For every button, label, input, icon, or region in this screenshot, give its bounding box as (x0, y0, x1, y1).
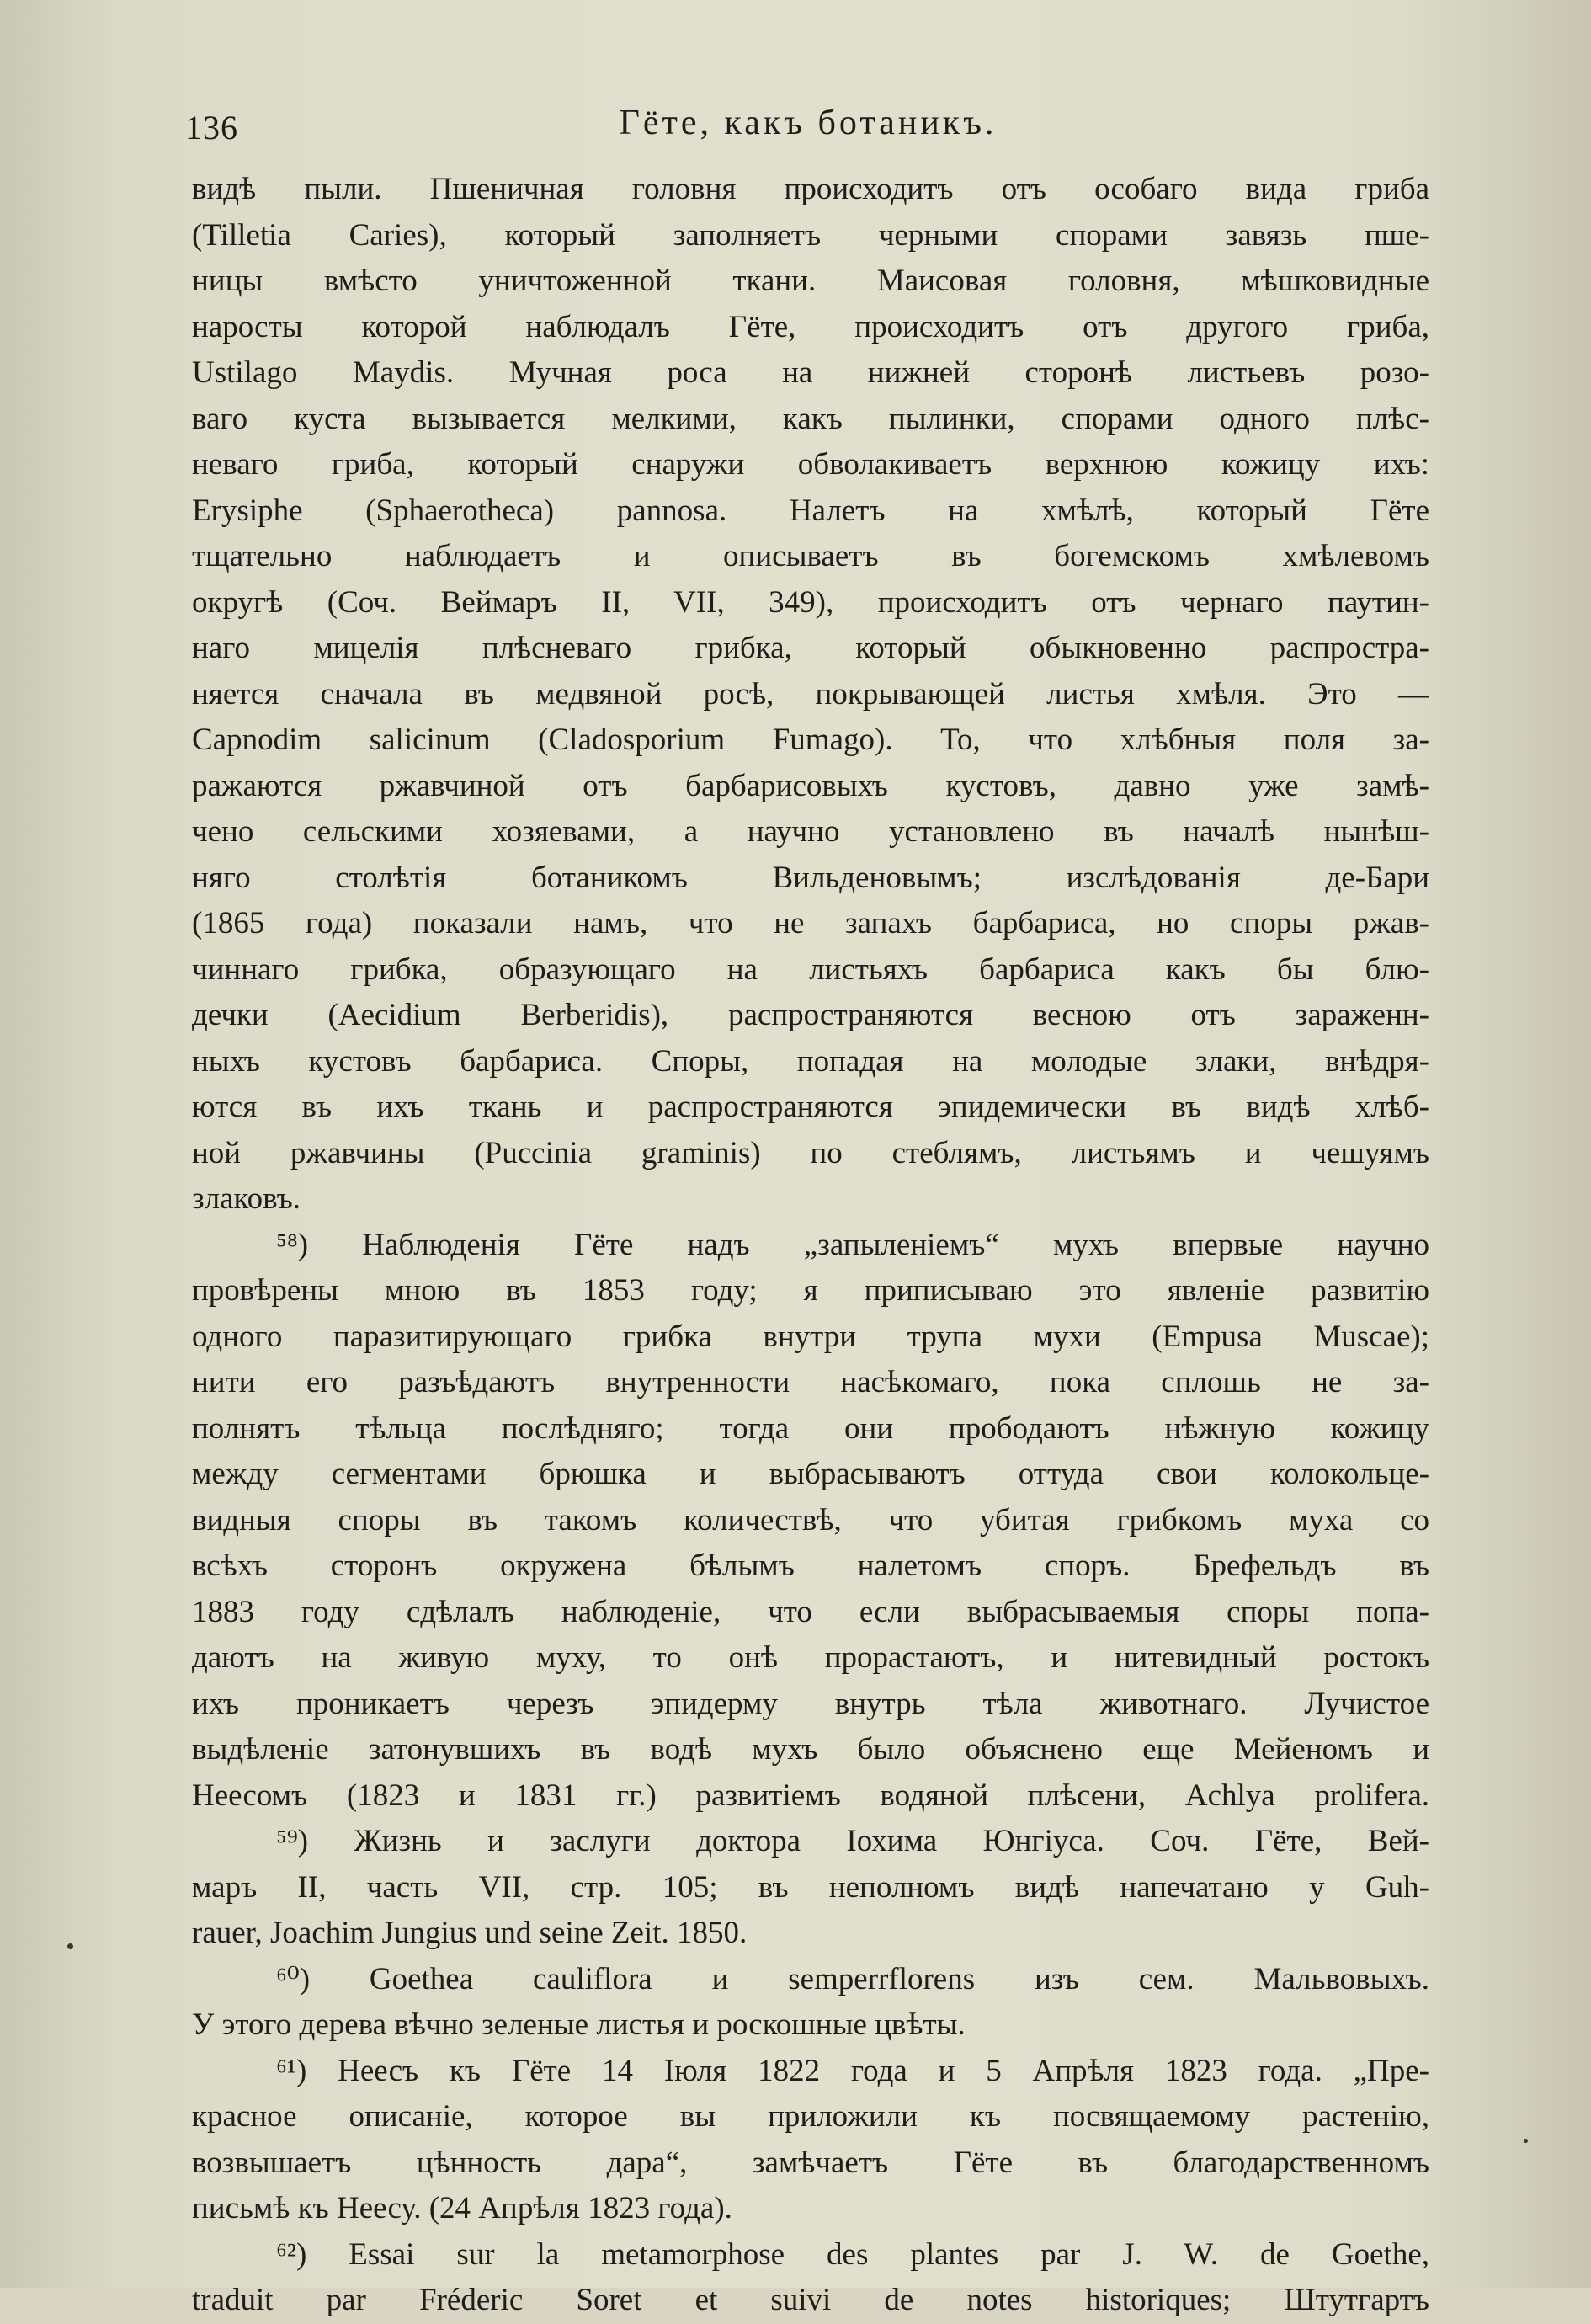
text-line: ницы вмѣсто уничтоженной ткани. Маисовая головня, мѣшковидные (192, 264, 1429, 298)
text-line: нити его разъѣдаютъ внутренности насѣкомаго, пока сплошь не за- (192, 1365, 1429, 1399)
text-line: ражаются ржавчиной отъ барбарисовыхъ кустовъ, давно уже замѣ- (192, 768, 1429, 803)
text-line: возвышаетъ цѣнность дара“, замѣчаетъ Гёте въ благодарственномъ (192, 2145, 1429, 2180)
text-line: злаковъ. (192, 1181, 301, 1216)
text-line: ихъ проникаетъ черезъ эпидерму внутрь тѣла животнаго. Лучистое (192, 1686, 1429, 1721)
text-line: Ustilago Maydis. Мучная роса на нижней сторонѣ листьевъ розо- (192, 355, 1429, 390)
text-line: письмѣ къ Неесу. (24 Апрѣля 1823 года). (192, 2191, 732, 2225)
text-line: маръ II, часть VII, стр. 105; въ неполномъ видѣ напечатано у Guh- (192, 1869, 1429, 1905)
text-line: (Tilletia Caries), который заполняетъ черными спорами завязь пше- (192, 217, 1429, 253)
text-line: ются въ ихъ ткань и распространяются эпидемически въ видѣ хлѣб- (192, 1090, 1429, 1124)
text-line: наросты которой наблюдалъ Гёте, происходитъ отъ другого гриба, (192, 309, 1429, 344)
text-line: traduit par Fréderic Soret et suivi de notes historiques; Штутгартъ (192, 2283, 1429, 2317)
footnote-62-line: ⁶²) Essai sur la metamorphose des plantes par J. W. de Goethe, (276, 2236, 1429, 2272)
ink-speck (1524, 2139, 1528, 2143)
text-line: Erysiphe (Sphaerotheca) pannosa. Налетъ на хмѣлѣ, который Гёте (192, 493, 1429, 528)
page-number: 136 (185, 109, 238, 147)
footnote-58-line: ⁵⁸) Наблюденія Гёте надъ „запыленіемъ“ мухъ впервые научно (276, 1227, 1429, 1262)
page-header (185, 99, 1431, 158)
text-line: Capnodim salicinum (Cladosporium Fumago). То, что хлѣбныя поля за- (192, 722, 1429, 757)
text-line: ной ржавчины (Puccinia graminis) по стеблямъ, листьямъ и чешуямъ (192, 1135, 1429, 1170)
footnote-60-line: ⁶⁰) Goethea cauliflora и semperrflorens изъ сем. Мальвовыхъ. (276, 1961, 1429, 1996)
text-line: тщательно наблюдаетъ и описываетъ въ богемскомъ хмѣлевомъ (192, 539, 1429, 573)
running-title: Гёте, какъ ботаникъ. (619, 104, 998, 142)
text-line: ваго куста вызывается мелкими, какъ пылинки, спорами одного плѣс- (192, 401, 1429, 436)
text-line: Неесомъ (1823 и 1831 гг.) развитіемъ водяной плѣсени, Achlya prolifera. (192, 1778, 1429, 1813)
text-line: (1865 года) показали намъ, что не запахъ барбариса, но споры ржав- (192, 906, 1429, 941)
text-line: видныя споры въ такомъ количествѣ, что убитая грибкомъ муха со (192, 1502, 1429, 1538)
text-line: даютъ на живую муху, то онѣ прорастаютъ, и нитевидный ростокъ (192, 1640, 1429, 1675)
text-line: всѣхъ сторонъ окружена бѣлымъ налетомъ споръ. Брефельдъ въ (192, 1548, 1429, 1583)
text-line: полнятъ тѣльца послѣдняго; тогда они прободаютъ нѣжную кожицу (192, 1410, 1429, 1446)
text-line: няется сначала въ медвяной росѣ, покрывающей листья хмѣля. Это — (192, 676, 1429, 712)
text-line: одного паразитирующаго грибка внутри трупа мухи (Empusa Muscae); (192, 1319, 1429, 1354)
body-text (192, 167, 1429, 2324)
footnote-61-line: ⁶¹) Неесъ къ Гёте 14 Іюля 1822 года и 5 Апрѣля 1823 года. „Пре- (276, 2053, 1429, 2088)
ink-speck (67, 1943, 73, 1949)
text-line: няго столѣтія ботаникомъ Вильденовымъ; изслѣдованія де-Бари (192, 860, 1429, 895)
text-line: ныхъ кустовъ барбариса. Споры, попадая на молодые злаки, внѣдря- (192, 1043, 1429, 1079)
text-line: неваго гриба, который снаружи обволакиваетъ верхнюю кожицу ихъ: (192, 447, 1429, 482)
text-line: чено сельскими хозяевами, а научно установлено въ началѣ нынѣш- (192, 814, 1429, 849)
text-line: выдѣленіе затонувшихъ въ водѣ мухъ было объяснено еще Мейеномъ и (192, 1732, 1429, 1767)
text-line: провѣрены мною въ 1853 году; я приписываю это явленіе развитію (192, 1273, 1429, 1308)
text-line: 1883 году сдѣлалъ наблюденіе, что если выбрасываемыя споры попа- (192, 1594, 1429, 1629)
text-line: красное описаніе, которое вы приложили къ посвящаемому растенію, (192, 2099, 1429, 2134)
footnote-59-line: ⁵⁹) Жизнь и заслуги доктора Іохима Юнгіуса. Соч. Гёте, Вей- (276, 1824, 1429, 1858)
text-line: rauer, Joachim Jungius und seine Zeit. 1850. (192, 1916, 748, 1950)
text-line: У этого дерева вѣчно зеленые листья и роскошные цвѣты. (192, 2007, 966, 2042)
text-line: наго мицелія плѣсневаго грибка, который обыкновенно распростра- (192, 631, 1429, 665)
text-line: чиннаго грибка, образующаго на листьяхъ барбариса какъ бы блю- (192, 951, 1429, 987)
text-line: округѣ (Соч. Веймаръ II, VII, 349), происходитъ отъ чернаго паутин- (192, 584, 1429, 620)
text-line: дечки (Aecidium Berberidis), распространяются весною отъ зараженн- (192, 998, 1429, 1032)
text-line: между сегментами брюшка и выбрасываютъ оттуда свои колокольце- (192, 1457, 1429, 1491)
text-line: видѣ пыли. Пшеничная головня происходитъ отъ особаго вида гриба (192, 172, 1429, 206)
